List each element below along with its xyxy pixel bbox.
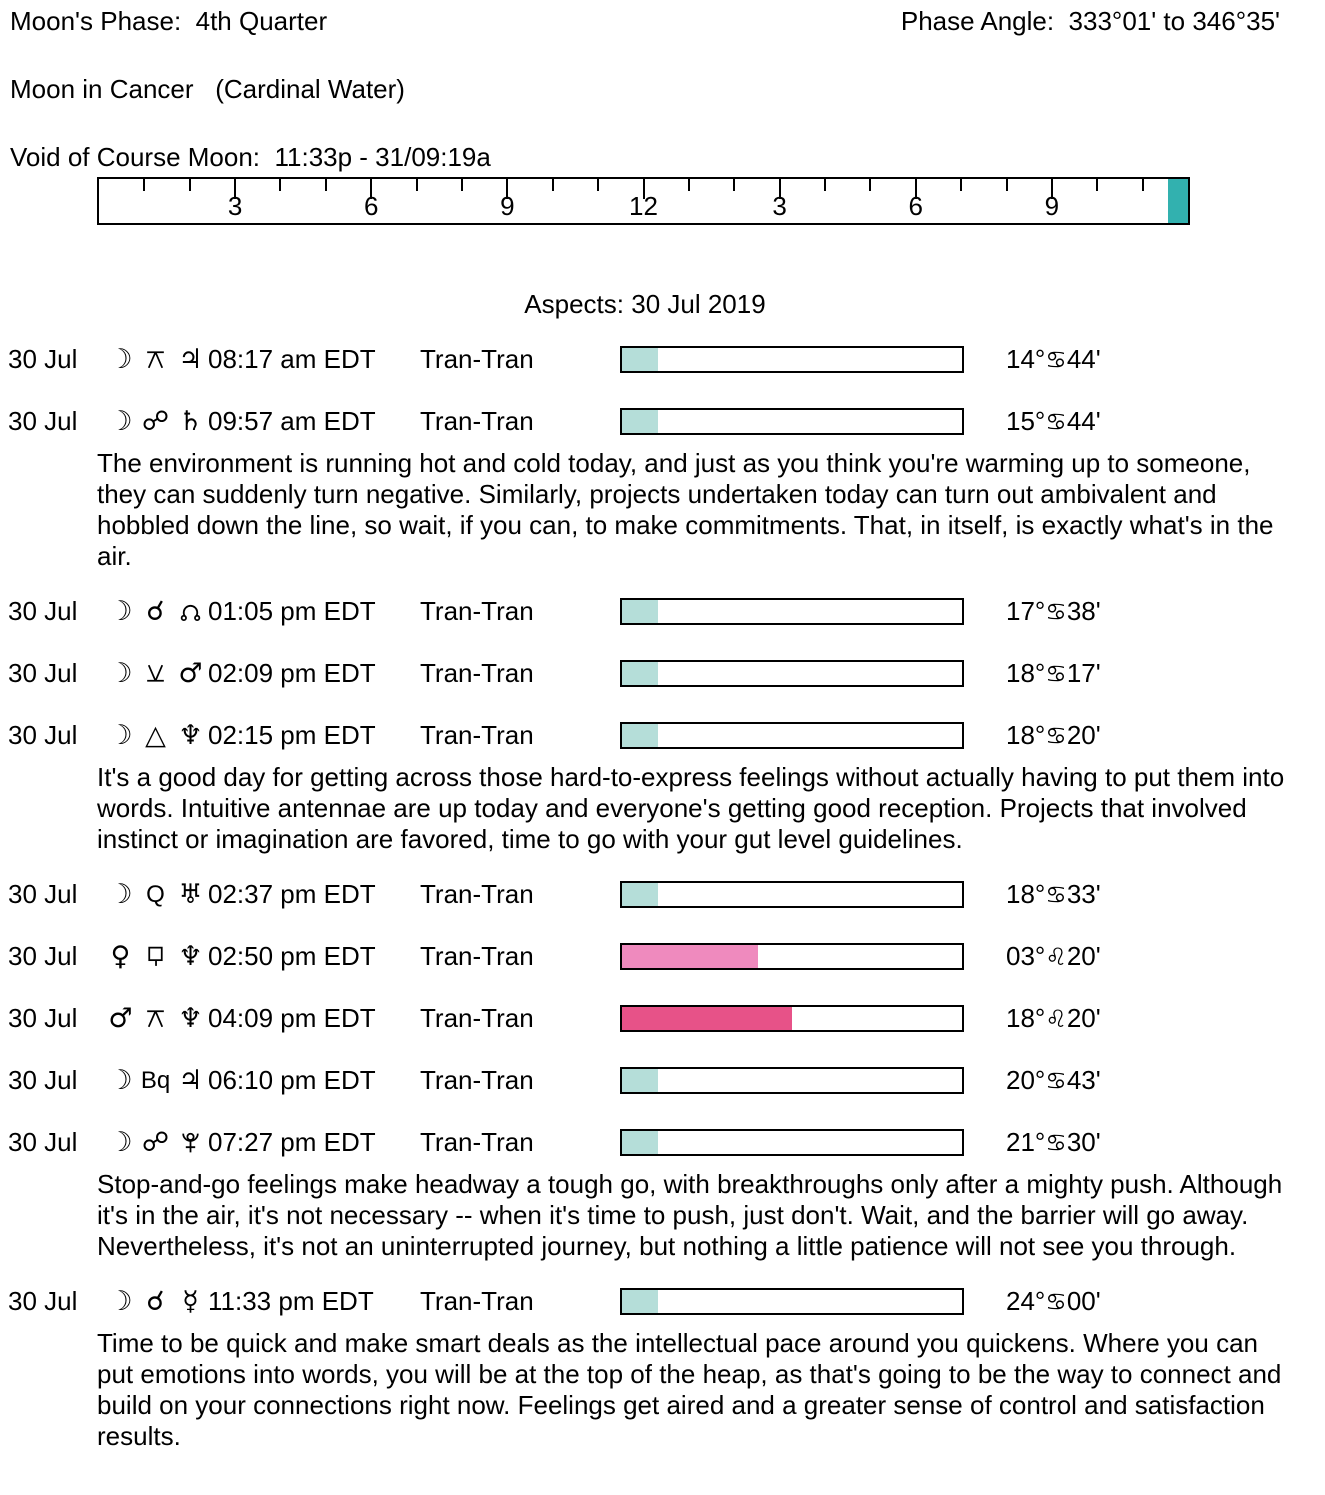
orb-bar <box>620 1067 964 1094</box>
aspect-position <box>1006 1003 1101 1034</box>
position-minutes: 38' <box>1066 596 1101 626</box>
jupiter-icon: ♃ <box>178 344 203 375</box>
hour-tick <box>688 179 690 191</box>
biquintile-icon: Bq <box>140 1066 171 1094</box>
aspect-row <box>0 651 1325 696</box>
aspect-date: 30 Jul <box>8 1003 78 1033</box>
phase-angle-text: Phase Angle: 333°01' to 346°35' <box>900 6 1280 36</box>
jupiter-icon: ♃ <box>178 1065 203 1096</box>
aspect-glyphs <box>103 1005 208 1032</box>
aspect-row <box>0 1058 1325 1103</box>
position-minutes: 44' <box>1066 406 1101 436</box>
position-minutes: 20' <box>1066 1003 1101 1033</box>
position-degrees: 15° <box>1006 406 1046 436</box>
node-icon <box>173 598 208 625</box>
position-degrees: 20° <box>1006 1065 1046 1095</box>
orb-bar-fill <box>622 1069 658 1092</box>
conjunction-icon: ☌ <box>146 596 165 627</box>
aspect-time: 06:10 pm EDT <box>208 1065 376 1095</box>
orb-bar-fill <box>622 348 658 371</box>
aspect-date: 30 Jul <box>8 1286 78 1316</box>
aspect-row <box>0 996 1325 1041</box>
aspect-glyphs <box>103 722 208 749</box>
orb-bar <box>620 660 964 687</box>
position-degrees: 18° <box>1006 720 1046 750</box>
orb-bar <box>620 1288 964 1315</box>
hour-tick <box>597 179 599 191</box>
aspect-date: 30 Jul <box>8 941 78 971</box>
position-minutes: 30' <box>1066 1127 1101 1157</box>
quincunx-icon <box>138 346 173 373</box>
aspect-time: 02:15 pm EDT <box>208 720 376 750</box>
hour-tick <box>143 179 145 191</box>
hour-tick <box>1142 179 1144 191</box>
mars-icon: ♂ <box>108 1003 133 1034</box>
orb-bar-fill <box>622 410 658 433</box>
position-degrees: 18° <box>1006 879 1046 909</box>
position-minutes: 00' <box>1066 1286 1101 1316</box>
position-minutes: 17' <box>1066 658 1101 688</box>
orb-bar <box>620 722 964 749</box>
opposition-icon: ☍ <box>141 1127 170 1158</box>
moon-icon: ☽ <box>108 1127 133 1158</box>
aspect-time: 08:17 am EDT <box>208 344 376 374</box>
neptune-icon: ♆ <box>178 1003 203 1034</box>
aspect-list <box>0 337 1325 1452</box>
cancer-sign-icon: ♋ <box>1045 660 1067 688</box>
aspect-position <box>1006 879 1101 910</box>
header-line-1 <box>0 0 1325 37</box>
aspect-time: 09:57 am EDT <box>208 406 376 436</box>
orb-bar <box>620 881 964 908</box>
aspect-date: 30 Jul <box>8 406 78 436</box>
mercury-icon: ☿ <box>182 1286 199 1317</box>
aspect-glyphs <box>103 1288 208 1315</box>
position-degrees: 14° <box>1006 344 1046 374</box>
opposition-icon: ☍ <box>141 406 170 437</box>
mars-icon: ♂ <box>178 658 203 689</box>
aspect-time: 02:09 pm EDT <box>208 658 376 688</box>
aspect-glyphs <box>103 598 208 625</box>
aspect-date: 30 Jul <box>8 658 78 688</box>
orb-bar <box>620 408 964 435</box>
aspect-row <box>0 713 1325 758</box>
hour-tick-label: 6 <box>364 191 379 221</box>
orb-bar <box>620 1129 964 1156</box>
aspect-date: 30 Jul <box>8 1065 78 1095</box>
position-minutes: 44' <box>1066 344 1101 374</box>
aspect-glyphs <box>103 660 208 687</box>
orb-bar-fill <box>622 600 658 623</box>
leo-sign-icon: ♌ <box>1045 943 1067 971</box>
aspect-interpretation: Stop-and-go feelings make headway a tough go, with breakthroughs only after a mighty push. Although it's in the air, it's not necessary -- when it's time to push, just don't. Wait, and the barrier will go away. Nevertheless, it's not an uninterrupted journey, but nothing a little patience will not see you through. <box>97 1169 1283 1261</box>
orb-bar <box>620 346 964 373</box>
aspect-date: 30 Jul <box>8 596 78 626</box>
orb-bar-fill <box>622 945 758 968</box>
hour-tick <box>869 179 871 191</box>
orb-bar-fill <box>622 883 658 906</box>
orb-bar-fill <box>622 1290 658 1313</box>
void-of-course-timeline <box>97 177 1190 225</box>
aspect-type: Tran-Tran <box>420 1065 534 1095</box>
aspect-glyphs <box>103 408 208 435</box>
moon-icon: ☽ <box>108 720 133 751</box>
aspect-row <box>0 934 1325 979</box>
aspect-type: Tran-Tran <box>420 406 534 436</box>
aspect-position <box>1006 941 1101 972</box>
position-minutes: 33' <box>1066 879 1101 909</box>
aspect-row <box>0 589 1325 634</box>
aspect-time: 02:50 pm EDT <box>208 941 376 971</box>
position-degrees: 17° <box>1006 596 1046 626</box>
moon-icon: ☽ <box>108 1065 133 1096</box>
aspect-position <box>1006 406 1101 437</box>
hour-tick-label: 6 <box>908 191 923 221</box>
orb-bar-fill <box>622 724 658 747</box>
aspect-row <box>0 399 1325 444</box>
aspect-date: 30 Jul <box>8 879 78 909</box>
quintile-icon: Q <box>146 880 165 908</box>
aspect-type: Tran-Tran <box>420 941 534 971</box>
hour-tick-label: 3 <box>772 191 787 221</box>
aspect-position <box>1006 596 1101 627</box>
aspect-type: Tran-Tran <box>420 720 534 750</box>
aspect-position <box>1006 1286 1101 1317</box>
cancer-sign-icon: ♋ <box>1045 408 1067 436</box>
hour-tick <box>461 179 463 191</box>
hour-tick-label: 9 <box>500 191 515 221</box>
hour-tick-label: 3 <box>227 191 243 221</box>
aspect-row <box>0 1120 1325 1165</box>
moon-icon: ☽ <box>108 406 133 437</box>
hour-tick-label: 9 <box>1044 191 1060 221</box>
cancer-sign-icon: ♋ <box>1045 1067 1067 1095</box>
aspect-type: Tran-Tran <box>420 596 534 626</box>
hour-tick <box>552 179 554 191</box>
hour-tick <box>960 179 962 191</box>
aspect-time: 07:27 pm EDT <box>208 1127 376 1157</box>
aspect-position <box>1006 720 1101 751</box>
position-minutes: 20' <box>1066 720 1101 750</box>
aspect-date: 30 Jul <box>8 720 78 750</box>
moon-in-sign-text: Moon in Cancer (Cardinal Water) <box>10 74 405 104</box>
position-degrees: 21° <box>1006 1127 1046 1157</box>
aspect-type: Tran-Tran <box>420 879 534 909</box>
leo-sign-icon: ♌ <box>1045 1005 1067 1033</box>
aspect-interpretation: Time to be quick and make smart deals as the intellectual pace around you quickens. Where you can put emotions into words, you will be at the top of the heap, as that's going to be the way to connect and build on your connections right now. Feelings get aired and a greater sense of control and satisfaction results. <box>97 1328 1282 1451</box>
cancer-sign-icon: ♋ <box>1045 346 1067 374</box>
pluto-icon <box>173 1129 208 1156</box>
aspect-row <box>0 872 1325 917</box>
aspect-time: 04:09 pm EDT <box>208 1003 376 1033</box>
aspect-type: Tran-Tran <box>420 1286 534 1316</box>
hour-tick <box>733 179 735 191</box>
aspect-glyphs <box>103 346 208 373</box>
cancer-sign-icon: ♋ <box>1045 1129 1067 1157</box>
moon-icon: ☽ <box>108 1286 133 1317</box>
aspect-row <box>0 1279 1325 1324</box>
moon-icon: ☽ <box>108 879 133 910</box>
aspect-type: Tran-Tran <box>420 658 534 688</box>
aspect-date: 30 Jul <box>8 1127 78 1157</box>
orb-bar-fill <box>622 1007 792 1030</box>
semisextile-icon <box>138 660 173 687</box>
aspect-interpretation: The environment is running hot and cold today, and just as you think you're warming up to someone, they can suddenly turn negative. Similarly, projects undertaken today can turn out ambivalent and hobbled down the line, so wait, if you can, to make commitments. That, in itself, is exactly what's in the air. <box>97 448 1274 571</box>
saturn-icon: ♄ <box>178 406 203 437</box>
moon-icon: ☽ <box>108 658 133 689</box>
position-degrees: 03° <box>1006 941 1046 971</box>
void-of-course-text: Void of Course Moon: 11:33p - 31/09:19a <box>10 142 491 172</box>
hour-tick <box>1006 179 1008 191</box>
aspect-type: Tran-Tran <box>420 344 534 374</box>
quincunx-icon <box>138 1005 173 1032</box>
aspect-glyphs <box>103 943 208 970</box>
cancer-sign-icon: ♋ <box>1045 722 1067 750</box>
aspect-position <box>1006 1065 1101 1096</box>
hour-tick <box>824 179 826 191</box>
neptune-icon: ♆ <box>178 720 203 751</box>
hour-tick <box>416 179 418 191</box>
venus-icon: ♀ <box>110 941 131 972</box>
orb-bar <box>620 943 964 970</box>
aspect-time: 01:05 pm EDT <box>208 596 376 626</box>
hour-tick <box>1096 179 1098 191</box>
void-of-course-block <box>1168 179 1188 223</box>
aspect-position <box>1006 658 1101 689</box>
position-degrees: 18° <box>1006 658 1046 688</box>
aspect-time: 02:37 pm EDT <box>208 879 376 909</box>
position-degrees: 18° <box>1006 1003 1046 1033</box>
cancer-sign-icon: ♋ <box>1045 881 1067 909</box>
orb-bar <box>620 598 964 625</box>
position-degrees: 24° <box>1006 1286 1046 1316</box>
position-minutes: 20' <box>1066 941 1101 971</box>
aspect-glyphs <box>103 1129 208 1156</box>
aspects-title: Aspects: 30 Jul 2019 <box>524 289 766 319</box>
aspect-date: 30 Jul <box>8 344 78 374</box>
aspect-glyphs <box>103 1067 208 1094</box>
hour-tick <box>325 179 327 191</box>
orb-bar-fill <box>622 662 658 685</box>
conjunction-icon: ☌ <box>146 1286 165 1317</box>
hour-tick <box>279 179 281 191</box>
moon-icon: ☽ <box>108 596 133 627</box>
aspect-position <box>1006 344 1101 375</box>
sesquiquadrate-icon <box>138 943 173 970</box>
cancer-sign-icon: ♋ <box>1045 598 1067 626</box>
trine-icon: △ <box>145 720 166 751</box>
aspect-type: Tran-Tran <box>420 1003 534 1033</box>
moons-phase-text: Moon's Phase: 4th Quarter <box>10 6 328 36</box>
uranus-icon: ♅ <box>178 879 203 910</box>
orb-bar-fill <box>622 1131 658 1154</box>
orb-bar <box>620 1005 964 1032</box>
position-minutes: 43' <box>1066 1065 1101 1095</box>
aspect-row <box>0 337 1325 382</box>
hour-tick-label: 12 <box>629 191 658 221</box>
hour-tick <box>189 179 191 191</box>
aspect-glyphs <box>103 881 208 908</box>
neptune-icon: ♆ <box>178 941 203 972</box>
cancer-sign-icon: ♋ <box>1045 1288 1067 1316</box>
aspect-interpretation: It's a good day for getting across those hard-to-express feelings without actually having to put them into words. Intuitive antennae are up today and everyone's getting good reception. Projects that involved instinct or imagination are favored, time to go with your gut level guidelines. <box>97 762 1285 854</box>
moon-icon: ☽ <box>108 344 133 375</box>
aspect-type: Tran-Tran <box>420 1127 534 1157</box>
aspect-position <box>1006 1127 1101 1158</box>
aspect-time: 11:33 pm EDT <box>208 1286 374 1316</box>
